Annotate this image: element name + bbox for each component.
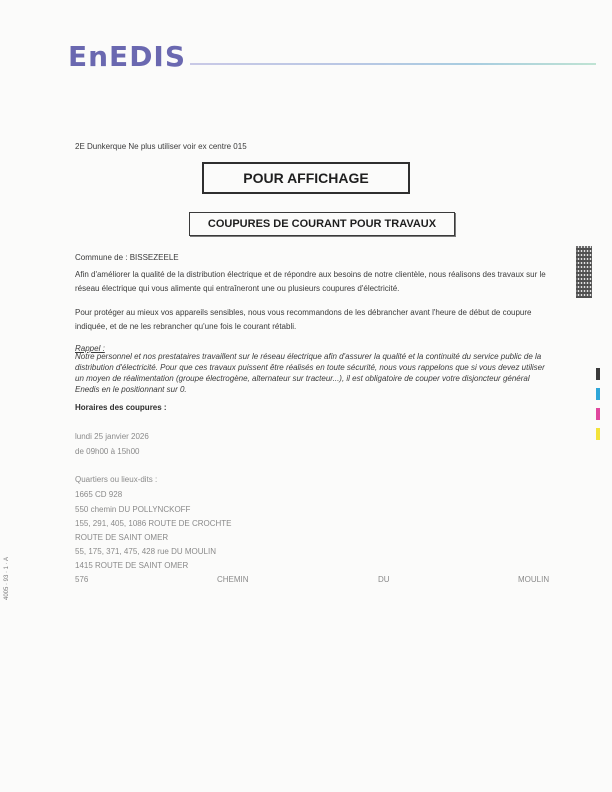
quartier-item: ROUTE DE SAINT OMER	[75, 533, 169, 542]
outage-date: lundi 25 janvier 2026	[75, 432, 149, 441]
outage-time: de 09h00 à 15h00	[75, 447, 140, 456]
row-word-du: DU	[378, 575, 390, 584]
quartier-item: 1665 CD 928	[75, 490, 123, 499]
scan-side-text: 4005 · 93 · 1 · A	[4, 556, 10, 600]
subtitle-box	[189, 212, 455, 236]
commune-line: Commune de : BISSEZEELE	[75, 253, 179, 262]
rappel-body: Notre personnel et nos prestataires travaillent sur le réseau électrique afin d'assurer la qualité et la continuité du service public de la distribution d'électricité. Pour que ces travaux puissent être réalisés en toute sécurité, nous vous rappelons que si vous devez utiliser un moyen de réalimentation (groupe électrogène, alternateur sur tracteur...), il est obligatoire de couper votre disjoncteur général Enedis en le positionnant sur 0.	[75, 352, 545, 394]
quartier-item: 55, 175, 371, 475, 428 rue DU MOULIN	[75, 547, 216, 556]
horaires-title: Horaires des coupures :	[75, 403, 167, 412]
row-word-chemin: CHEMIN	[217, 575, 249, 584]
row-number: 576	[75, 575, 89, 584]
intro-paragraph: Afin d'améliorer la qualité de la distribution électrique et de répondre aux besoins de notre clientèle, nous réalisons des travaux sur le réseau électrique qui vous alimente qui entraîneront une ou plusieurs coupures d'électricité.	[75, 270, 546, 293]
enedis-logo: EnEDIS	[68, 40, 187, 73]
title-box	[202, 162, 410, 194]
scan-mark-magenta	[596, 408, 600, 420]
scan-mark-cyan	[596, 388, 600, 400]
scan-mark-yellow	[596, 428, 600, 440]
quartiers-title: Quartiers ou lieux-dits :	[75, 475, 158, 484]
page-subtitle: COUPURES DE COURANT POUR TRAVAUX	[207, 218, 437, 230]
quartier-item: 1415 ROUTE DE SAINT OMER	[75, 561, 189, 570]
advice-paragraph: Pour protéger au mieux vos appareils sensibles, nous vous recommandons de les débrancher avant l'heure de début de coupure indiquée, et de ne les rebrancher qu'une fois le courant rétabli.	[75, 308, 532, 331]
page-title: POUR AFFICHAGE	[243, 170, 369, 186]
row-word-moulin: MOULIN	[518, 575, 550, 584]
scan-mark-black	[596, 368, 600, 380]
rappel-title: Rappel :	[75, 344, 105, 353]
quartier-justified-row	[75, 573, 553, 587]
quartier-item: 550 chemin DU POLLYNCKOFF	[75, 505, 191, 514]
header-rule	[190, 63, 596, 65]
quartier-item: 155, 291, 405, 1086 ROUTE DE CROCHTE	[75, 519, 232, 528]
qr-code	[576, 246, 592, 298]
sender-line: 2E Dunkerque Ne plus utiliser voir ex centre 015	[75, 142, 247, 151]
